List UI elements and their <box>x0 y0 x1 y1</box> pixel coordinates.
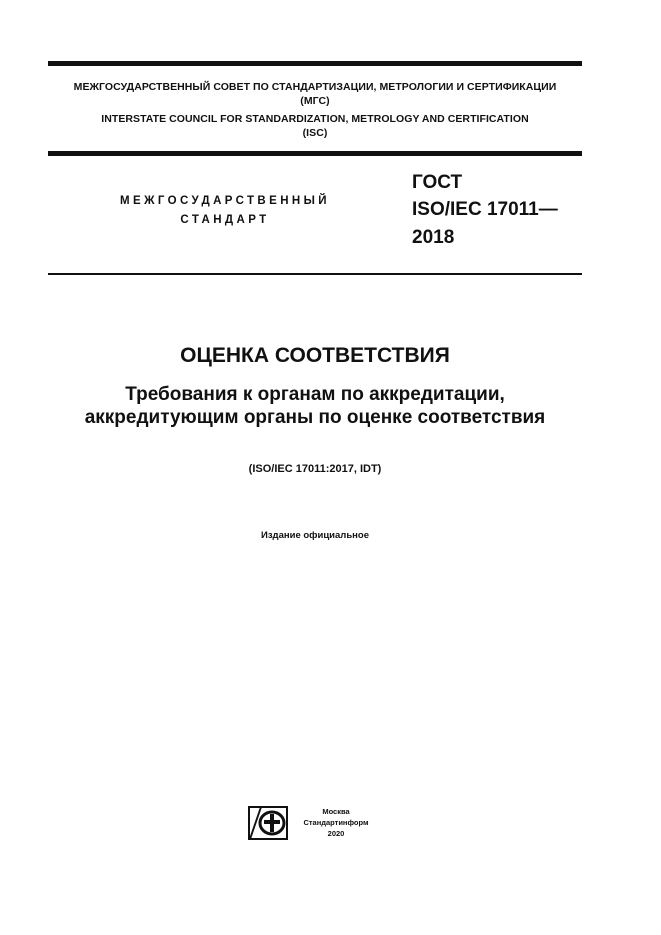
iso-reference: (ISO/IEC 17011:2017, IDT) <box>248 463 382 475</box>
standard-bottom-rule <box>48 273 582 275</box>
standartinform-logo-icon <box>248 806 288 840</box>
header-bottom-rule <box>48 151 582 156</box>
council-name-en: INTERSTATE COUNCIL FOR STANDARDIZATION, METROLOGY AND CERTIFICATION <box>101 113 529 125</box>
council-name-ru: МЕЖГОСУДАРСТВЕННЫЙ СОВЕТ ПО СТАНДАРТИЗАЦИИ, МЕТРОЛОГИИ И СЕРТИФИКАЦИИ <box>73 81 557 93</box>
standard-label-line2: СТАНДАРТ <box>180 214 270 226</box>
council-abbr-en: (ISC) <box>302 127 328 139</box>
standard-label-line1: МЕЖГОСУДАРСТВЕННЫЙ <box>120 195 330 207</box>
subtitle-line1: Требования к органам по аккредитации, <box>125 384 505 405</box>
main-title: ОЦЕНКА СООТВЕТСТВИЯ <box>180 344 450 367</box>
top-rule <box>48 61 582 66</box>
council-abbr-ru: (МГС) <box>300 95 330 107</box>
subtitle-line2: аккредитующим органы по оценке соответствия <box>84 407 546 428</box>
gost-designation: ГОСТ <box>412 172 463 193</box>
gost-number: ISO/IEC 17011— <box>412 199 558 220</box>
imprint-city: Москва <box>322 807 350 816</box>
edition-note: Издание официальное <box>261 530 369 541</box>
imprint-year: 2020 <box>327 829 345 838</box>
imprint-publisher: Стандартинформ <box>303 818 369 827</box>
gost-year: 2018 <box>412 227 455 248</box>
